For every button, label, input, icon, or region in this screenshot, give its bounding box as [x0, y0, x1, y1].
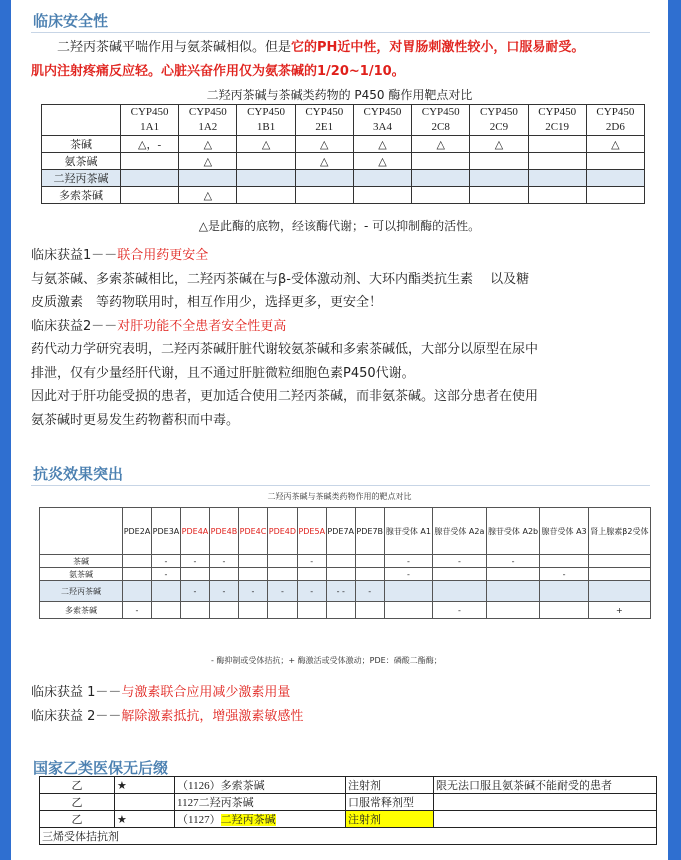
table-cell — [123, 581, 152, 602]
header-line: 2C19 — [545, 121, 570, 133]
table-cell — [326, 602, 355, 619]
table-cell — [586, 187, 644, 204]
table-cell: - — [433, 602, 487, 619]
benefit-text-line: 与氨茶碱、多索茶碱相比，二羟丙茶碱在与β-受体激动剂、大环内酯类抗生素 以及糖 — [31, 271, 530, 287]
table-cell: - — [180, 555, 209, 568]
table-cell — [586, 170, 644, 187]
header-line: CYP450 — [538, 106, 577, 118]
table-cell — [268, 602, 298, 619]
category-cell: 乙 — [40, 794, 115, 811]
benefit-text-line: 氨茶碱时更易发生药物蓄积而中毒。 — [31, 412, 240, 428]
table-cell: - — [123, 602, 152, 619]
table-cell — [238, 555, 267, 568]
table-row — [40, 777, 657, 794]
section-divider — [31, 32, 650, 33]
drug-cell — [175, 794, 346, 811]
table-cell — [540, 602, 588, 619]
row-label: 二羟丙茶碱 — [40, 581, 123, 602]
header-cell: 腺苷受体 A3 — [540, 508, 588, 555]
table-cell — [268, 568, 298, 581]
table-cell — [528, 153, 586, 170]
table-cell: △ — [353, 136, 411, 153]
header-cell: PDE7B — [355, 508, 384, 555]
table-cell: - — [268, 581, 298, 602]
target-table — [39, 507, 651, 619]
drug-code: （1126） — [177, 780, 221, 792]
table-row — [40, 828, 657, 845]
table-cell — [121, 187, 179, 204]
target-table-caption: 二羟丙茶碱与茶碱类药物作用的靶点对比 — [267, 492, 412, 501]
header-cell — [237, 105, 295, 136]
table-cell: - — [486, 555, 540, 568]
row-label: 氨茶碱 — [42, 153, 121, 170]
table-cell: + — [588, 602, 650, 619]
intro-paragraph — [31, 36, 661, 84]
header-cell — [586, 105, 644, 136]
table-row — [40, 794, 657, 811]
table-cell — [326, 568, 355, 581]
header-line: CYP450 — [596, 106, 635, 118]
section-title-safety: 临床安全性 — [33, 12, 109, 30]
header-cell: PDE5A — [297, 508, 326, 555]
table-cell — [353, 187, 411, 204]
drug-code: 1127 — [177, 797, 199, 809]
table-cell — [297, 602, 326, 619]
table-cell — [486, 581, 540, 602]
table-row — [42, 153, 645, 170]
row-label: 多索茶碱 — [42, 187, 121, 204]
header-line: 1A1 — [140, 121, 160, 133]
table-cell: △ — [295, 153, 353, 170]
table-cell — [355, 555, 384, 568]
table-cell — [121, 170, 179, 187]
header-line: CYP450 — [130, 106, 169, 118]
p450-table-caption: 二羟丙茶碱与茶碱类药物的 P450 酶作用靶点对比 — [206, 88, 473, 102]
table-row — [40, 568, 651, 581]
table-cell — [433, 568, 487, 581]
table-row — [40, 811, 657, 828]
table-cell: - - — [326, 581, 355, 602]
table-cell — [238, 602, 267, 619]
table-cell: - — [540, 568, 588, 581]
header-cell — [179, 105, 237, 136]
table-cell — [486, 602, 540, 619]
header-line: CYP450 — [247, 106, 285, 118]
table-cell — [326, 555, 355, 568]
header-cell — [412, 105, 470, 136]
table-cell: - — [238, 581, 267, 602]
table-cell: △ — [353, 153, 411, 170]
row-label: 二羟丙茶碱 — [42, 170, 121, 187]
table-cell — [412, 153, 470, 170]
table-cell — [470, 187, 528, 204]
table-cell: △ — [412, 136, 470, 153]
clinical-benefits-safety — [31, 244, 659, 432]
dosage-form-cell: 注射剂 — [346, 777, 434, 794]
table-row — [42, 136, 645, 153]
star-cell: ★ — [115, 811, 175, 828]
target-table-note: - 酶抑制或受体拮抗；+ 酶激活或受体激动；PDE：磷酸二酯酶； — [211, 656, 442, 665]
table-cell — [384, 581, 432, 602]
header-cell: PDE3A — [151, 508, 180, 555]
table-cell: - — [384, 555, 432, 568]
table-cell — [528, 170, 586, 187]
benefit-text-line: 排泄，仅有少量经肝代谢，且不通过肝脏微粒细胞色素P450代谢。 — [31, 365, 415, 381]
header-line: 2C9 — [489, 121, 509, 133]
table-cell — [353, 170, 411, 187]
intro-text: 二羟丙茶碱平喘作用与氨茶碱相似。但是 — [57, 40, 292, 55]
header-cell: PDE4B — [209, 508, 238, 555]
table-cell — [433, 581, 487, 602]
header-cell — [295, 105, 353, 136]
document-content — [11, 0, 668, 860]
table-cell: △ — [586, 136, 644, 153]
header-line: CYP450 — [363, 106, 402, 118]
row-label: 多索茶碱 — [40, 602, 123, 619]
table-cell — [237, 153, 295, 170]
restriction-cell — [434, 794, 657, 811]
drug-cell — [175, 777, 346, 794]
table-cell — [470, 153, 528, 170]
header-cell: 腺苷受体 A2a — [433, 508, 487, 555]
category-cell: 乙 — [40, 811, 115, 828]
star-cell: ★ — [115, 777, 175, 794]
table-cell — [121, 153, 179, 170]
table-cell — [588, 568, 650, 581]
table-cell — [355, 568, 384, 581]
header-cell — [353, 105, 411, 136]
drug-code: （1127） — [177, 814, 221, 826]
table-cell — [123, 555, 152, 568]
benefit-text-line: 因此对于肝功能受损的患者，更加适合使用二羟丙茶碱，而非氨茶碱。这部分患者在使用 — [31, 389, 539, 404]
table-cell — [268, 555, 298, 568]
header-cell — [528, 105, 586, 136]
table-cell: - — [433, 555, 487, 568]
header-cell — [42, 105, 121, 136]
category-cell: 乙 — [40, 777, 115, 794]
header-cell: PDE4C — [238, 508, 267, 555]
header-line: CYP450 — [479, 106, 518, 118]
table-cell: - — [151, 568, 180, 581]
table-cell: △，- — [121, 136, 179, 153]
table-cell — [180, 568, 209, 581]
header-line: 1B1 — [256, 121, 276, 133]
row-label: 氨茶碱 — [40, 568, 123, 581]
benefit-heading-1: 临床获益 1－－与激素联合应用减少激素用量 — [31, 685, 291, 700]
header-cell — [121, 105, 179, 136]
header-cell — [40, 508, 123, 555]
table-cell: △ — [179, 153, 237, 170]
header-cell: PDE4D — [268, 508, 298, 555]
header-cell: PDE4A — [180, 508, 209, 555]
table-cell — [586, 153, 644, 170]
header-cell: 腺苷受体 A2b — [486, 508, 540, 555]
header-line: CYP450 — [188, 106, 227, 118]
benefit-text-line: 皮质激素 等药物联用时，相互作用少，选择更多，更安全！ — [31, 295, 383, 310]
table-header-row — [42, 105, 645, 136]
drug-name: 二羟丙茶碱 — [220, 814, 276, 826]
benefit-heading-2: 临床获益 2－－解除激素抵抗，增强激素敏感性 — [31, 709, 304, 724]
section-divider — [31, 485, 650, 486]
table-row — [40, 602, 651, 619]
intro-highlight-2: 肌内注射疼痛反应轻。心脏兴奋作用仅为氨茶碱的1/20~1/10。 — [31, 64, 405, 79]
table-cell: - — [297, 581, 326, 602]
table-cell — [540, 581, 588, 602]
benefit-heading-1: 临床获益1－－联合用药更安全 — [31, 248, 209, 263]
table-cell: - — [180, 581, 209, 602]
table-cell: △ — [295, 136, 353, 153]
table-cell: - — [297, 555, 326, 568]
row-label: 茶碱 — [40, 555, 123, 568]
right-frame-border — [668, 0, 681, 860]
table-cell: △ — [179, 187, 237, 204]
table-cell: △ — [470, 136, 528, 153]
table-cell — [209, 568, 238, 581]
drug-name: 多索茶碱 — [220, 780, 265, 792]
table-cell — [151, 581, 180, 602]
table-cell — [295, 187, 353, 204]
table-cell: △ — [179, 136, 237, 153]
drug-cell — [175, 811, 346, 828]
table-cell — [412, 170, 470, 187]
table-cell — [297, 568, 326, 581]
restriction-cell — [434, 811, 657, 828]
benefit-text-line: 药代动力学研究表明，二羟丙茶碱肝脏代谢较氨茶碱和多索茶碱低，大部分以原型在尿中 — [31, 342, 539, 357]
table-cell — [588, 581, 650, 602]
table-row — [40, 581, 651, 602]
table-cell: △ — [237, 136, 295, 153]
table-cell — [237, 187, 295, 204]
dosage-form-cell: 注射剂 — [346, 811, 434, 828]
section-title-anti-inflammatory: 抗炎效果突出 — [33, 465, 124, 483]
dosage-form-cell: 口服常释剂型 — [346, 794, 434, 811]
header-line: 3A4 — [373, 121, 392, 133]
header-line: 2E1 — [315, 121, 334, 133]
intro-highlight: 它的PH近中性，对胃肠刺激性较小，口服易耐受。 — [291, 40, 585, 55]
header-line: CYP450 — [305, 106, 344, 118]
header-line: 1A2 — [198, 121, 218, 133]
table-cell — [180, 602, 209, 619]
table-cell — [588, 555, 650, 568]
table-cell — [238, 568, 267, 581]
table-cell — [384, 602, 432, 619]
header-cell: 腺苷受体 A1 — [384, 508, 432, 555]
restriction-cell: 限无法口服且氨茶碱不能耐受的患者 — [434, 777, 657, 794]
header-cell — [470, 105, 528, 136]
table-cell — [295, 170, 353, 187]
table-cell: - — [209, 555, 238, 568]
table-row — [42, 170, 645, 187]
table-cell — [528, 136, 586, 153]
table-cell — [123, 568, 152, 581]
table-cell — [179, 170, 237, 187]
header-cell: PDE2A — [123, 508, 152, 555]
header-line: CYP450 — [421, 106, 460, 118]
table-cell — [540, 555, 588, 568]
clinical-benefits-anti-inflammatory — [31, 681, 303, 729]
header-line: 2C8 — [431, 121, 450, 133]
benefit-heading-2: 临床获益2－－对肝功能不全患者安全性更高 — [31, 318, 287, 334]
table-cell — [151, 602, 180, 619]
p450-table — [41, 104, 645, 204]
header-line: 2D6 — [605, 121, 625, 133]
drug-name: 二羟丙茶碱 — [198, 797, 254, 809]
footer-cell: 三烯受体拮抗剂 — [40, 828, 657, 845]
p450-table-note: △是此酶的底物，经该酶代谢；- 可以抑制酶的活性。 — [198, 219, 481, 233]
table-cell — [412, 187, 470, 204]
table-cell — [528, 187, 586, 204]
table-cell — [470, 170, 528, 187]
header-cell: PDE7A — [326, 508, 355, 555]
left-frame-border — [0, 0, 11, 860]
table-cell: - — [209, 581, 238, 602]
row-label: 茶碱 — [42, 136, 121, 153]
table-cell: - — [355, 581, 384, 602]
table-cell — [355, 602, 384, 619]
table-row — [42, 187, 645, 204]
table-header-row — [40, 508, 651, 555]
table-cell — [486, 568, 540, 581]
table-row — [40, 555, 651, 568]
insurance-table — [39, 776, 657, 845]
table-cell — [209, 602, 238, 619]
table-cell: - — [384, 568, 432, 581]
header-cell: 肾上腺素β2受体 — [588, 508, 650, 555]
table-cell — [237, 170, 295, 187]
star-cell — [115, 794, 175, 811]
table-cell: - — [151, 555, 180, 568]
section-title-insurance: 国家乙类医保无后缀 — [33, 759, 169, 777]
